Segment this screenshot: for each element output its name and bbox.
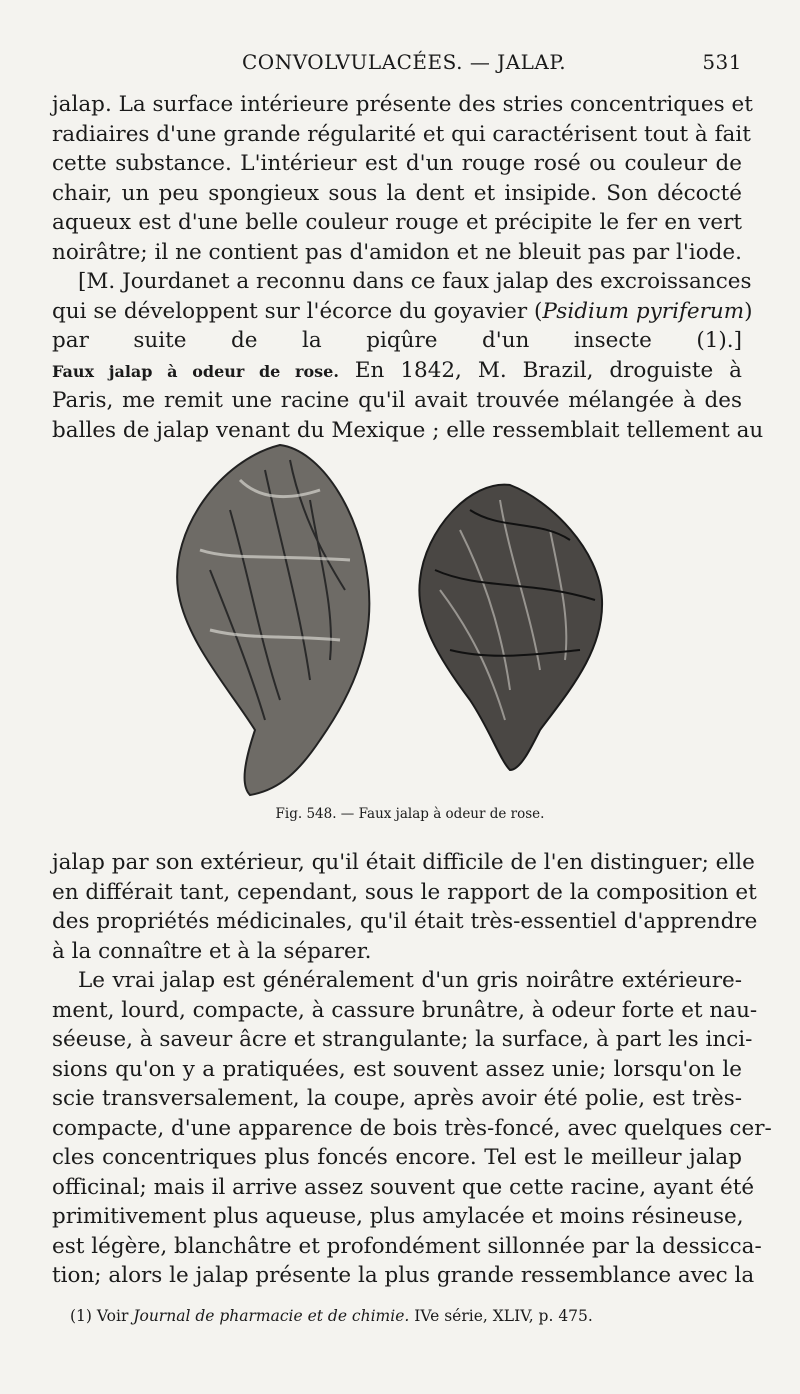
text-line: tion; alors le jalap présente la plus grande ressemblance avec la <box>52 1263 755 1288</box>
text-line: officinal; mais il arrive assez souvent que cette racine, ayant été <box>52 1174 755 1200</box>
running-header <box>52 50 742 78</box>
footnote <box>70 1306 710 1326</box>
text-line: compacte, d'une apparence de bois très-foncé, avec quelques cer- <box>52 1115 772 1141</box>
footnote-ref: IVe série, XLIV, p. 475. <box>409 1307 593 1325</box>
species-name: Psidium pyriferum <box>542 298 745 324</box>
text-line: ment, lourd, compacte, à cassure brunâtre, à odeur forte et nau- <box>52 997 758 1023</box>
text-line: chair, un peu spongieux sous la dent et insipide. Son décocté <box>52 180 742 206</box>
text-line: scie transversalement, la coupe, après avoir été polie, est très- <box>52 1086 742 1111</box>
text-segment: ) <box>744 298 753 324</box>
text-line: balles de jalap venant du Mexique ; elle ressemblait tellement au <box>52 417 764 443</box>
text-line: cette substance. L'intérieur est d'un rouge rosé ou couleur de <box>52 151 742 176</box>
text-line: à la connaître et à la séparer. <box>52 938 372 964</box>
paragraph-2 <box>52 848 772 1291</box>
page-number: 531 <box>702 50 742 74</box>
text-line: [M. Jourdanet a reconnu dans ce faux jalap des excroissances <box>78 269 752 294</box>
text-segment: qui se développent sur l'écorce du goyavier ( <box>52 298 543 324</box>
text-line: des propriétés médicinales, qu'il était très-essentiel d'apprendre <box>52 909 758 934</box>
text-line: Le vrai jalap est généralement d'un gris noirâtre extérieure- <box>78 968 742 993</box>
tuber-right <box>419 485 602 770</box>
text-line: est légère, blanchâtre et profondément sillonnée par la dessicca- <box>52 1233 762 1259</box>
text-line <box>52 356 742 387</box>
text-segment: En 1842, M. Brazil, droguiste à <box>338 357 742 383</box>
text-line: cles concentriques plus foncés encore. Tel est le meilleur jalap <box>52 1145 742 1170</box>
footnote-marker: (1) Voir <box>70 1307 134 1325</box>
text-line: par suite de la piqûre d'un insecte (1).] <box>52 328 742 353</box>
text-line: jalap. La surface intérieure présente des stries concentriques et <box>52 92 753 117</box>
figure-caption: Fig. 548. — Faux jalap à odeur de rose. <box>275 806 545 822</box>
paragraph-1 <box>52 90 764 445</box>
text-line: primitivement plus aqueuse, plus amylacée et moins résineuse, <box>52 1204 744 1229</box>
text-line: radiaires d'une grande régularité et qui caractérisent tout à fait <box>52 121 751 147</box>
text-line: sions qu'on y a pratiquées, est souvent assez unie; lorsqu'on le <box>52 1056 742 1082</box>
text-line: en différait tant, cependant, sous le rapport de la composition et <box>52 879 757 905</box>
section-heading: Faux jalap à odeur de rose. <box>52 361 339 381</box>
tuber-left <box>177 445 369 795</box>
header-title: CONVOLVULACÉES. — JALAP. <box>242 50 567 74</box>
text-line: aqueux est d'une belle couleur rouge et précipite le fer en vert <box>52 210 742 235</box>
journal-title: Journal de pharmacie et de chimie. <box>133 1307 410 1325</box>
faux-jalap-illustration <box>170 440 630 820</box>
text-line: séeuse, à saveur âcre et strangulante; la surface, à part les inci- <box>52 1027 753 1052</box>
text-line: Paris, me remit une racine qu'il avait trouvée mélangée à des <box>52 388 742 413</box>
text-line <box>52 297 753 327</box>
text-line: jalap par son extérieur, qu'il était difficile de l'en distinguer; elle <box>52 850 755 875</box>
text-line: noirâtre; il ne contient pas d'amidon et ne bleuit pas par l'iode. <box>52 239 742 265</box>
